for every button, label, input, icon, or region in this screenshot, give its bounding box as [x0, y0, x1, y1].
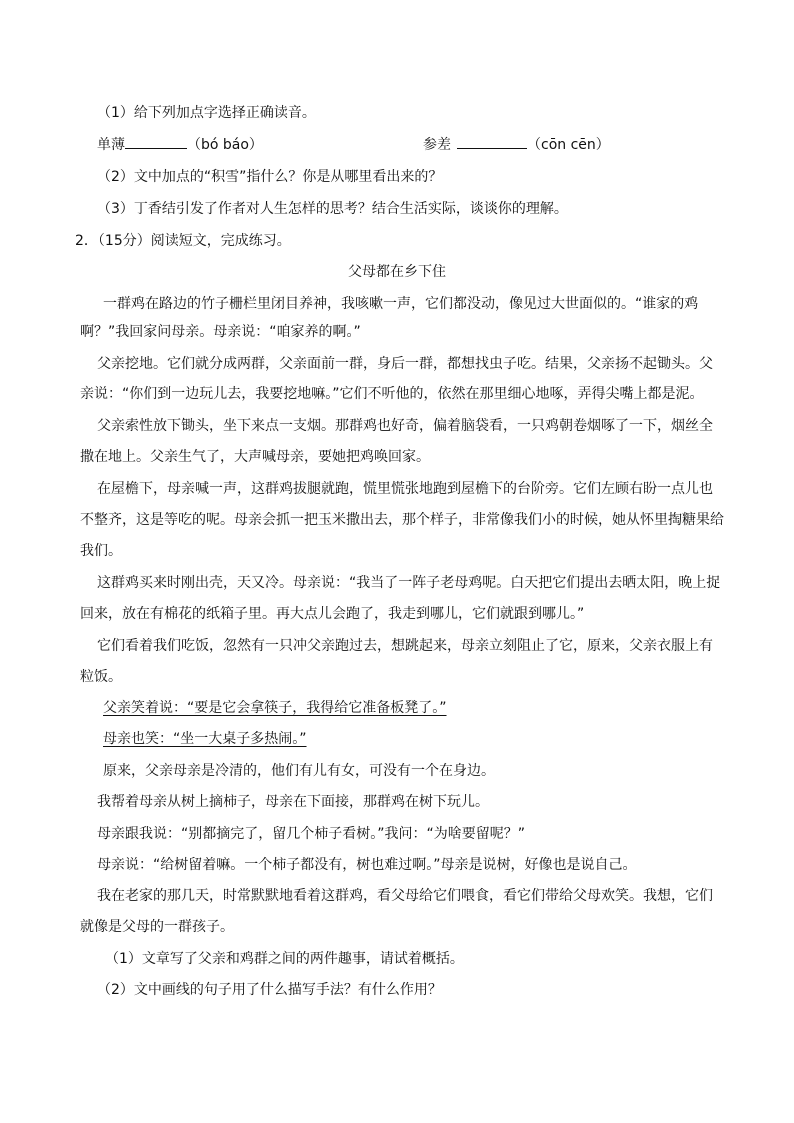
passage-line-8: 不整齐，这是等吃的呢。母亲会抓一把玉米撒出去，那个样子，非常像我们小的时候，她从怀里掏糖果给	[80, 512, 724, 528]
passage-line-1: 一群鸡在路边的竹子栅栏里闭目养神，我咳嗽一声，它们都没动，像见过大世面似的。“谁家的鸡	[103, 296, 699, 312]
answer-blank-2[interactable]	[457, 134, 527, 149]
passage-line-6: 撒在地上。父亲生气了，大声喊母亲，要她把鸡唤回家。	[80, 449, 430, 465]
q1-pinyin-options-2: （cōn cēn）	[527, 137, 610, 153]
passage-line-9: 我们。	[80, 543, 122, 559]
passage-line-21: 就像是父母的一群孩子。	[80, 919, 234, 935]
passage-line-7: 在屋檐下，母亲喊一声，这群鸡拔腿就跑，慌里慌张地跑到屋檐下的台阶旁。它们左顾右盼一点儿也	[97, 481, 713, 497]
underlined-sentence-2: 母亲也笑：“坐一大桌子多热闹。”	[103, 731, 307, 747]
passage-line-17: 我帮着母亲从树上摘柿子，母亲在下面接，那群鸡在树下玩儿。	[97, 794, 489, 810]
passage-line-13: 粒饭。	[80, 669, 122, 685]
q1-subquestion-1: （1）给下列加点字选择正确读音。	[97, 105, 316, 121]
q2-subquestion-1: （1）文章写了父亲和鸡群之间的两件趣事，请试着概括。	[105, 951, 464, 967]
passage-line-2: 啊？”我回家问母亲。母亲说：“咱家养的啊。”	[80, 324, 361, 340]
q1-subquestion-3: （3）丁香结引发了作者对人生怎样的思考？结合生活实际，谈谈你的理解。	[97, 201, 568, 217]
q1-word-2: 参差	[423, 137, 451, 153]
passage-line-18: 母亲跟我说：“别都摘完了，留几个柿子看树。”我问：“为啥要留呢？”	[97, 826, 526, 842]
passage-line-10: 这群鸡买来时刚出壳，天又冷。母亲说：“我当了一阵子老母鸡呢。白天把它们提出去晒太阳，晚上捉	[97, 575, 721, 591]
passage-line-20: 我在老家的那几天，时常默默地看着这群鸡，看父母给它们喂食，看它们带给父母欢笑。我想，它们	[97, 888, 713, 904]
passage-line-19: 母亲说：“给树留着嘛。一个柿子都没有，树也难过啊。”母亲是说树，好像也是说自己。	[97, 857, 637, 873]
q1-word-1: 单薄	[97, 137, 125, 153]
q2-header: 2．（15分）阅读短文，完成练习。	[75, 233, 291, 249]
q2-subquestion-2: （2）文中画线的句子用了什么描写手法？有什么作用？	[97, 982, 442, 998]
q1-pinyin-options-1: （bó báo）	[187, 137, 263, 153]
passage-line-5: 父亲索性放下锄头，坐下来点一支烟。那群鸡也好奇，偏着脑袋看，一只鸡朝卷烟啄了一下，烟丝全	[97, 418, 713, 434]
underlined-sentence-1: 父亲笑着说：“要是它会拿筷子，我得给它准备板凳了。”	[103, 700, 447, 716]
answer-blank-1[interactable]	[125, 134, 187, 149]
passage-line-16: 原来，父亲母亲是冷清的，他们有儿有女，可没有一个在身边。	[103, 763, 495, 779]
q1-subquestion-2: （2）文中加点的“积雪”指什么？你是从哪里看出来的？	[97, 169, 443, 185]
passage-title: 父母都在乡下住	[348, 264, 446, 280]
passage-line-3: 父亲挖地。它们就分成两群，父亲面前一群，身后一群，都想找虫子吃。结果，父亲扬不起锄头。父	[97, 356, 713, 372]
q1-pinyin-row-1	[97, 134, 263, 155]
q1-pinyin-row-2	[423, 134, 610, 155]
passage-line-12: 它们看着我们吃饭，忽然有一只冲父亲跑过去，想跳起来，母亲立刻阻止了它，原来，父亲衣服上有	[97, 638, 713, 654]
passage-line-4: 亲说：“你们到一边玩儿去，我要挖地嘛。”它们不听他的，依然在那里细心地啄，弄得尖嘴上都是泥。	[80, 386, 704, 402]
passage-line-11: 回来，放在有棉花的纸箱子里。再大点儿会跑了，我走到哪儿，它们就跟到哪儿。”	[80, 606, 585, 622]
